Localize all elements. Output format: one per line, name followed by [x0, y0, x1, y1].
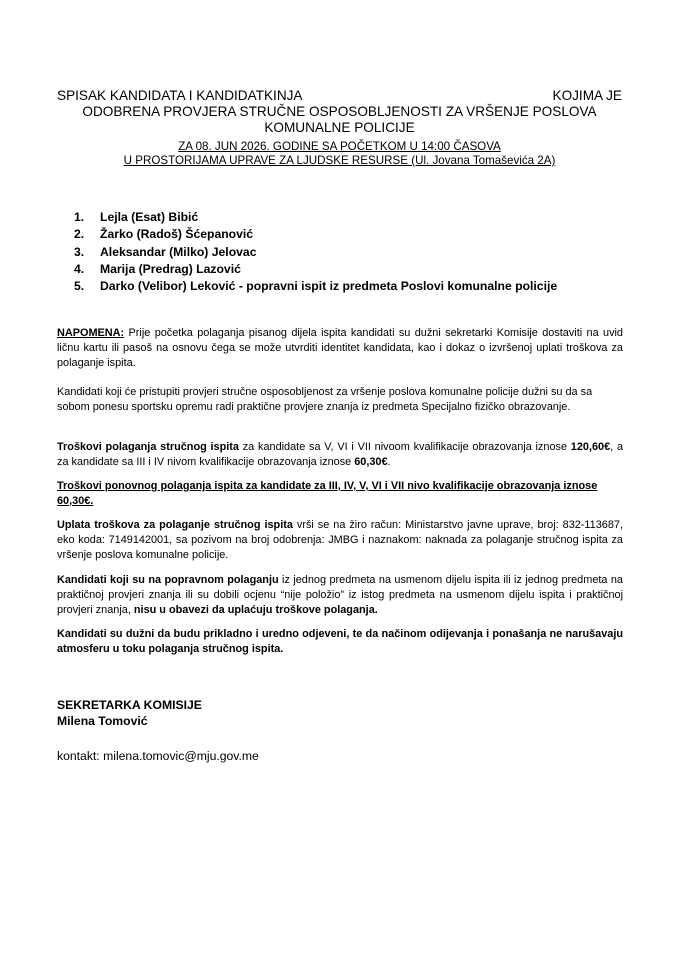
list-number: 1. — [74, 210, 85, 224]
heading-line-2: ODOBRENA PROVJERA STRUČNE OSPOSOBLJENOSTI ZA VRŠENJE POSLOVA — [82, 104, 597, 119]
candidate-list — [74, 209, 557, 295]
exam-date-line: ZA 08. JUN 2026. GODINE SA POČETKOM U 14:00 ČASOVA — [178, 140, 501, 153]
list-item — [74, 209, 557, 226]
list-item — [74, 261, 557, 278]
list-item — [74, 226, 557, 243]
exam-location-line: U PROSTORIJAMA UPRAVE ZA LJUDSKE RESURSE (Ul. Jovana Tomaševića 2A) — [123, 154, 556, 167]
list-item — [74, 278, 557, 295]
list-number: 2. — [74, 227, 85, 242]
note-text: Prije početka polaganja pisanog dijela ispita kandidati su dužni sekretarki Komisije dostaviti na uvid ličnu kartu ili pasoš na osnovu čega se može utvrditi identitet kandidata, kao i dokaz o izvršenoj uplati troškova za polaganje ispita. — [57, 327, 623, 369]
retake-costs-paragraph — [57, 479, 623, 509]
payment-label: Uplata troškova za polaganje stručnog ispita — [57, 519, 293, 531]
costs-label: Troškovi polaganja stručnog ispita — [57, 441, 239, 453]
costs-text: , a za kandidate sa III i IV nivom kvalifikacije obrazovanja iznose — [57, 441, 624, 468]
list-item — [74, 244, 557, 261]
dress-code-paragraph: Kandidati su dužni da budu prikladno i uredno odjeveni, te da načinom odijevanja i ponašanja ne narušavaju atmosferu u toku polaganja stručnog ispita. — [57, 628, 623, 655]
heading-line-3: KOMUNALNE POLICIJE — [264, 120, 415, 135]
location-line-wrap — [0, 151, 679, 169]
heading-line-1-left: SPISAK KANDIDATA I KANDIDATKINJA — [57, 88, 303, 103]
signature-title: SEKRETARKA KOMISIJE — [57, 698, 202, 712]
candidate-name: Marija (Predrag) Lazović — [100, 261, 241, 276]
candidate-name: Žarko (Radoš) Šćepanović — [100, 227, 254, 242]
retake-note-text: iz jednog predmeta na usmenom dijelu ispita ili iz jednog predmeta na praktičnoj provjeri znanja ili su dobili ocjenu “nije položio” iz istog predmeta na usmenom dijelu ispita i praktičnoj provjeri znanja, — [57, 574, 623, 616]
candidate-name: Aleksandar (Milko) Jelovac — [100, 244, 257, 259]
contact-label: kontakt: — [57, 749, 104, 763]
signature-name: Milena Tomović — [57, 714, 148, 728]
retake-note-end: nisu u obavezi da uplaćuju troškove polaganja. — [133, 604, 378, 616]
costs-paragraph — [57, 440, 623, 470]
heading-line-1-right: KOJIMA JE — [552, 88, 622, 103]
contact-email[interactable]: milena.tomovic@mju.gov.me — [103, 749, 259, 763]
costs-amount-low: 60,30€ — [354, 456, 388, 468]
candidate-name: Lejla (Esat) Bibić — [100, 210, 199, 224]
retake-costs-text: Troškovi ponovnog polaganja ispita za kandidate za III, IV, V, VI i VII nivo kvalifikacije obrazovanja iznose 60,30€. — [57, 480, 598, 507]
costs-text: za kandidate sa V, VI i VII nivoom kvalifikacije obrazovanja iznose — [238, 441, 571, 453]
note-label: NAPOMENA: — [57, 327, 125, 339]
candidate-name: Darko (Velibor) Leković - popravni ispit iz predmeta Poslovi komunalne policije — [100, 279, 558, 294]
list-number: 5. — [74, 279, 85, 294]
equipment-paragraph: Kandidati koji će pristupiti provjeri stručne osposobljenost za vršenje poslova komunalne policije dužni su da sa sobom ponesu sportsku opremu radi praktične provjere znanja iz predmeta Specijalno fizičko obrazovanje. — [57, 386, 593, 413]
note-paragraph — [57, 326, 623, 371]
retake-note-label: Kandidati koji su na popravnom polaganju — [57, 574, 279, 586]
costs-text: . — [387, 456, 391, 468]
retake-note-paragraph — [57, 573, 623, 618]
contact-line — [57, 748, 259, 764]
payment-text: vrši se na žiro račun: Ministarstvo javne uprave, broj: 832-113687, eko koda: 7149142001, sa pozivom na broj odobrenja: JMBG i naznakom: naknada za polaganje stručnog ispita za vršenje poslova komunalne policije. — [57, 519, 623, 561]
costs-amount-high: 120,60€ — [570, 441, 611, 453]
payment-paragraph — [57, 518, 623, 563]
list-number: 4. — [74, 261, 85, 276]
list-number: 3. — [74, 244, 85, 259]
